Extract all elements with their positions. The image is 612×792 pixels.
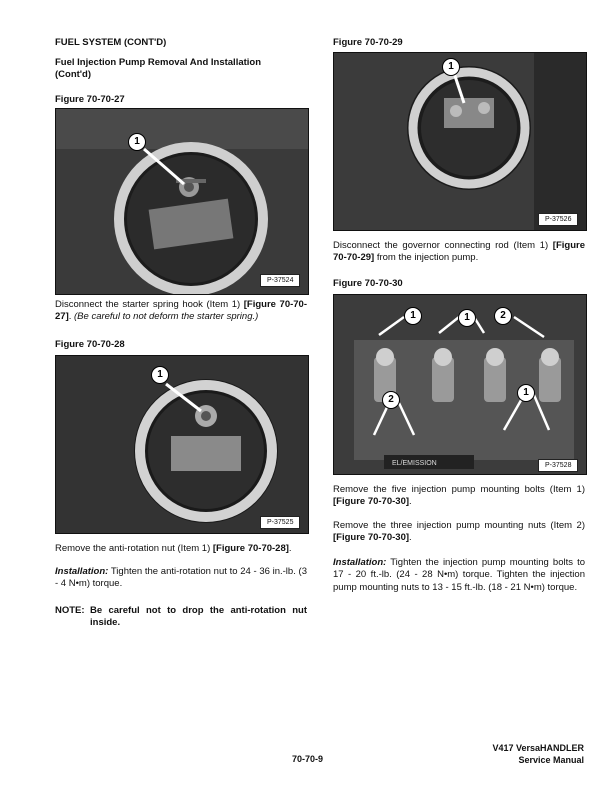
footer-product: V417 VersaHANDLER Service Manual [492, 743, 584, 765]
figure-label-28: Figure 70-70-28 [55, 339, 125, 350]
figure-photo-28 [55, 355, 309, 534]
figure-label-27: Figure 70-70-27 [55, 94, 125, 105]
photo-code: P-37524 [260, 274, 300, 287]
callout-2: 2 [494, 307, 512, 325]
step-paragraph: Disconnect the starter spring hook (Item 1) [Figure 70-70-27]. (Be careful to not deform the starter spring.) [55, 299, 307, 323]
step-paragraph: Remove the anti-rotation nut (Item 1) [Figure 70-70-28]. [55, 543, 292, 554]
figure-label-29: Figure 70-70-29 [333, 37, 403, 48]
step-paragraph: Remove the three injection pump mounting nuts (Item 2) [Figure 70-70-30]. [333, 520, 585, 544]
figure-photo-27 [55, 108, 309, 295]
callout-1: 1 [442, 58, 460, 76]
step-paragraph: Remove the five injection pump mounting bolts (Item 1) [Figure 70-70-30]. [333, 484, 585, 508]
callout-1: 1 [151, 366, 169, 384]
callout-1: 1 [404, 307, 422, 325]
photo-code: P-37525 [260, 516, 300, 529]
figure-photo-29 [333, 52, 587, 231]
callout-1: 1 [128, 133, 146, 151]
page-number: 70-70-9 [292, 754, 324, 764]
installation-paragraph: Installation: Tighten the injection pump mounting bolts to 17 - 20 ft.-lb. (24 - 28 N•m) torque. Tighten the injection pump mounting nuts to 13 - 15 ft.-lb. (18 - 21 N•m) torque. [333, 557, 585, 593]
callout-1: 1 [517, 384, 535, 402]
photo-code: P-37526 [538, 213, 578, 226]
figure-label-30: Figure 70-70-30 [333, 278, 403, 289]
step-paragraph: Disconnect the governor connecting rod (Item 1) [Figure 70-70-29] from the injection pump. [333, 240, 585, 264]
installation-paragraph: Installation: Tighten the anti-rotation nut to 24 - 36 in.-lb. (3 - 4 N•m) torque. [55, 566, 307, 590]
callout-2: 2 [382, 391, 400, 409]
subsection-title: Fuel Injection Pump Removal And Installation (Cont'd) [55, 57, 262, 80]
photo-text: EL/EMISSION [392, 460, 437, 467]
note: NOTE: Be careful not to drop the anti-rotation nut inside. [55, 605, 307, 629]
section-title: FUEL SYSTEM (CONT'D) [55, 37, 167, 48]
figure-photo-30 [333, 294, 587, 475]
callout-1: 1 [458, 309, 476, 327]
photo-code: P-37528 [538, 459, 578, 472]
